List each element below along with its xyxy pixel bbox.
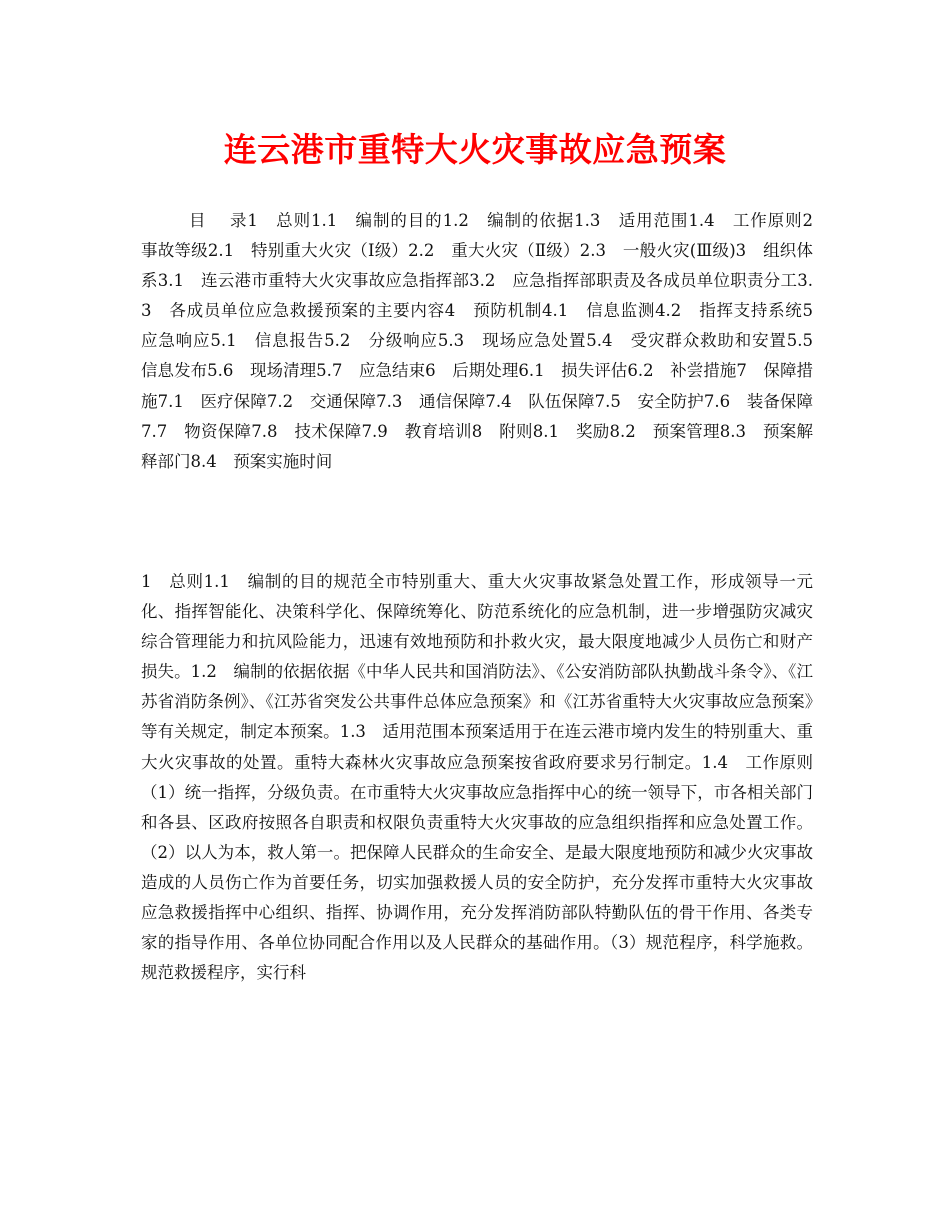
table-of-contents-paragraph: 目 录1 总则1.1 编制的目的1.2 编制的依据1.3 适用范围1.4 工作原则2 事故等级2.1 特别重大火灾（Ⅰ级）2.2 重大火灾（Ⅱ级）2.3 一般火灾(Ⅲ级)3 组织体系3.1 连云港市重特大火灾事故应急指挥部3.2 应急指挥部职责及各成员单位职责分工3.3 各成员单位应急救援预案的主要内容4 预防机制4.1 信息监测4.2 指挥支持系统5 应急响应5.1 信息报告5.2 分级响应5.3 现场应急处置5.4 受灾群众救助和安置5.5 信息发布5.6 现场清理5.7 应急结束6 后期处理6.1 损失评估6.2 补尝措施7 保障措施7.1 医疗保障7.2 交通保障7.3 通信保障7.4 队伍保障7.5 安全防护7.6 装备保障7.7 物资保障7.8 技术保障7.9 教育培训8 附则8.1 奖励8.2 预案管理8.3 预案解释部门8.4 预案实施时间 (141, 211, 830, 471)
document-title: 连云港市重特大火灾事故应急预案 (223, 130, 727, 169)
body-paragraph: 1 总则1.1 编制的目的规范全市特别重大、重大火灾事故紧急处置工作，形成领导一元化、指挥智能化、决策科学化、保障统筹化、防范系统化的应急机制，进一步增强防灾减灾综合管理能力和抗风险能力，迅速有效地预防和扑救火灾，最大限度地减少人员伤亡和财产损失。1.2 编制的依据依据《中华人民共和国消防法》、《公安消防部队执勤战斗条令》、《江苏省消防条例》、《江苏省突发公共事件总体应急预案》和《江苏省重特大火灾事故应急预案》等有关规定，制定本预案。1.3 适用范围本预案适用于在连云港市境内发生的特别重大、重大火灾事故的处置。重特大森林火灾事故应急预案按省政府要求另行制定。1.4 工作原则（1）统一指挥，分级负责。在市重特大火灾事故应急指挥中心的统一领导下，市各相关部门和各县、区政府按照各自职责和权限负责重特大火灾事故的应急组织指挥和应急处置工作。（2）以人为本，救人第一。把保障人民群众的生命安全、是最大限度地预防和减少火灾事故造成的人员伤亡作为首要任务，切实加强救援人员的安全防护，充分发挥市重特大火灾事故应急救援指挥中心组织、指挥、协调作用，充分发挥消防部队特勤队伍的骨干作用、各类专家的指导作用、各单位协同配合作用以及人民群众的基础作用。（3）规范程序，科学施救。规范救援程序，实行科 (141, 572, 813, 983)
